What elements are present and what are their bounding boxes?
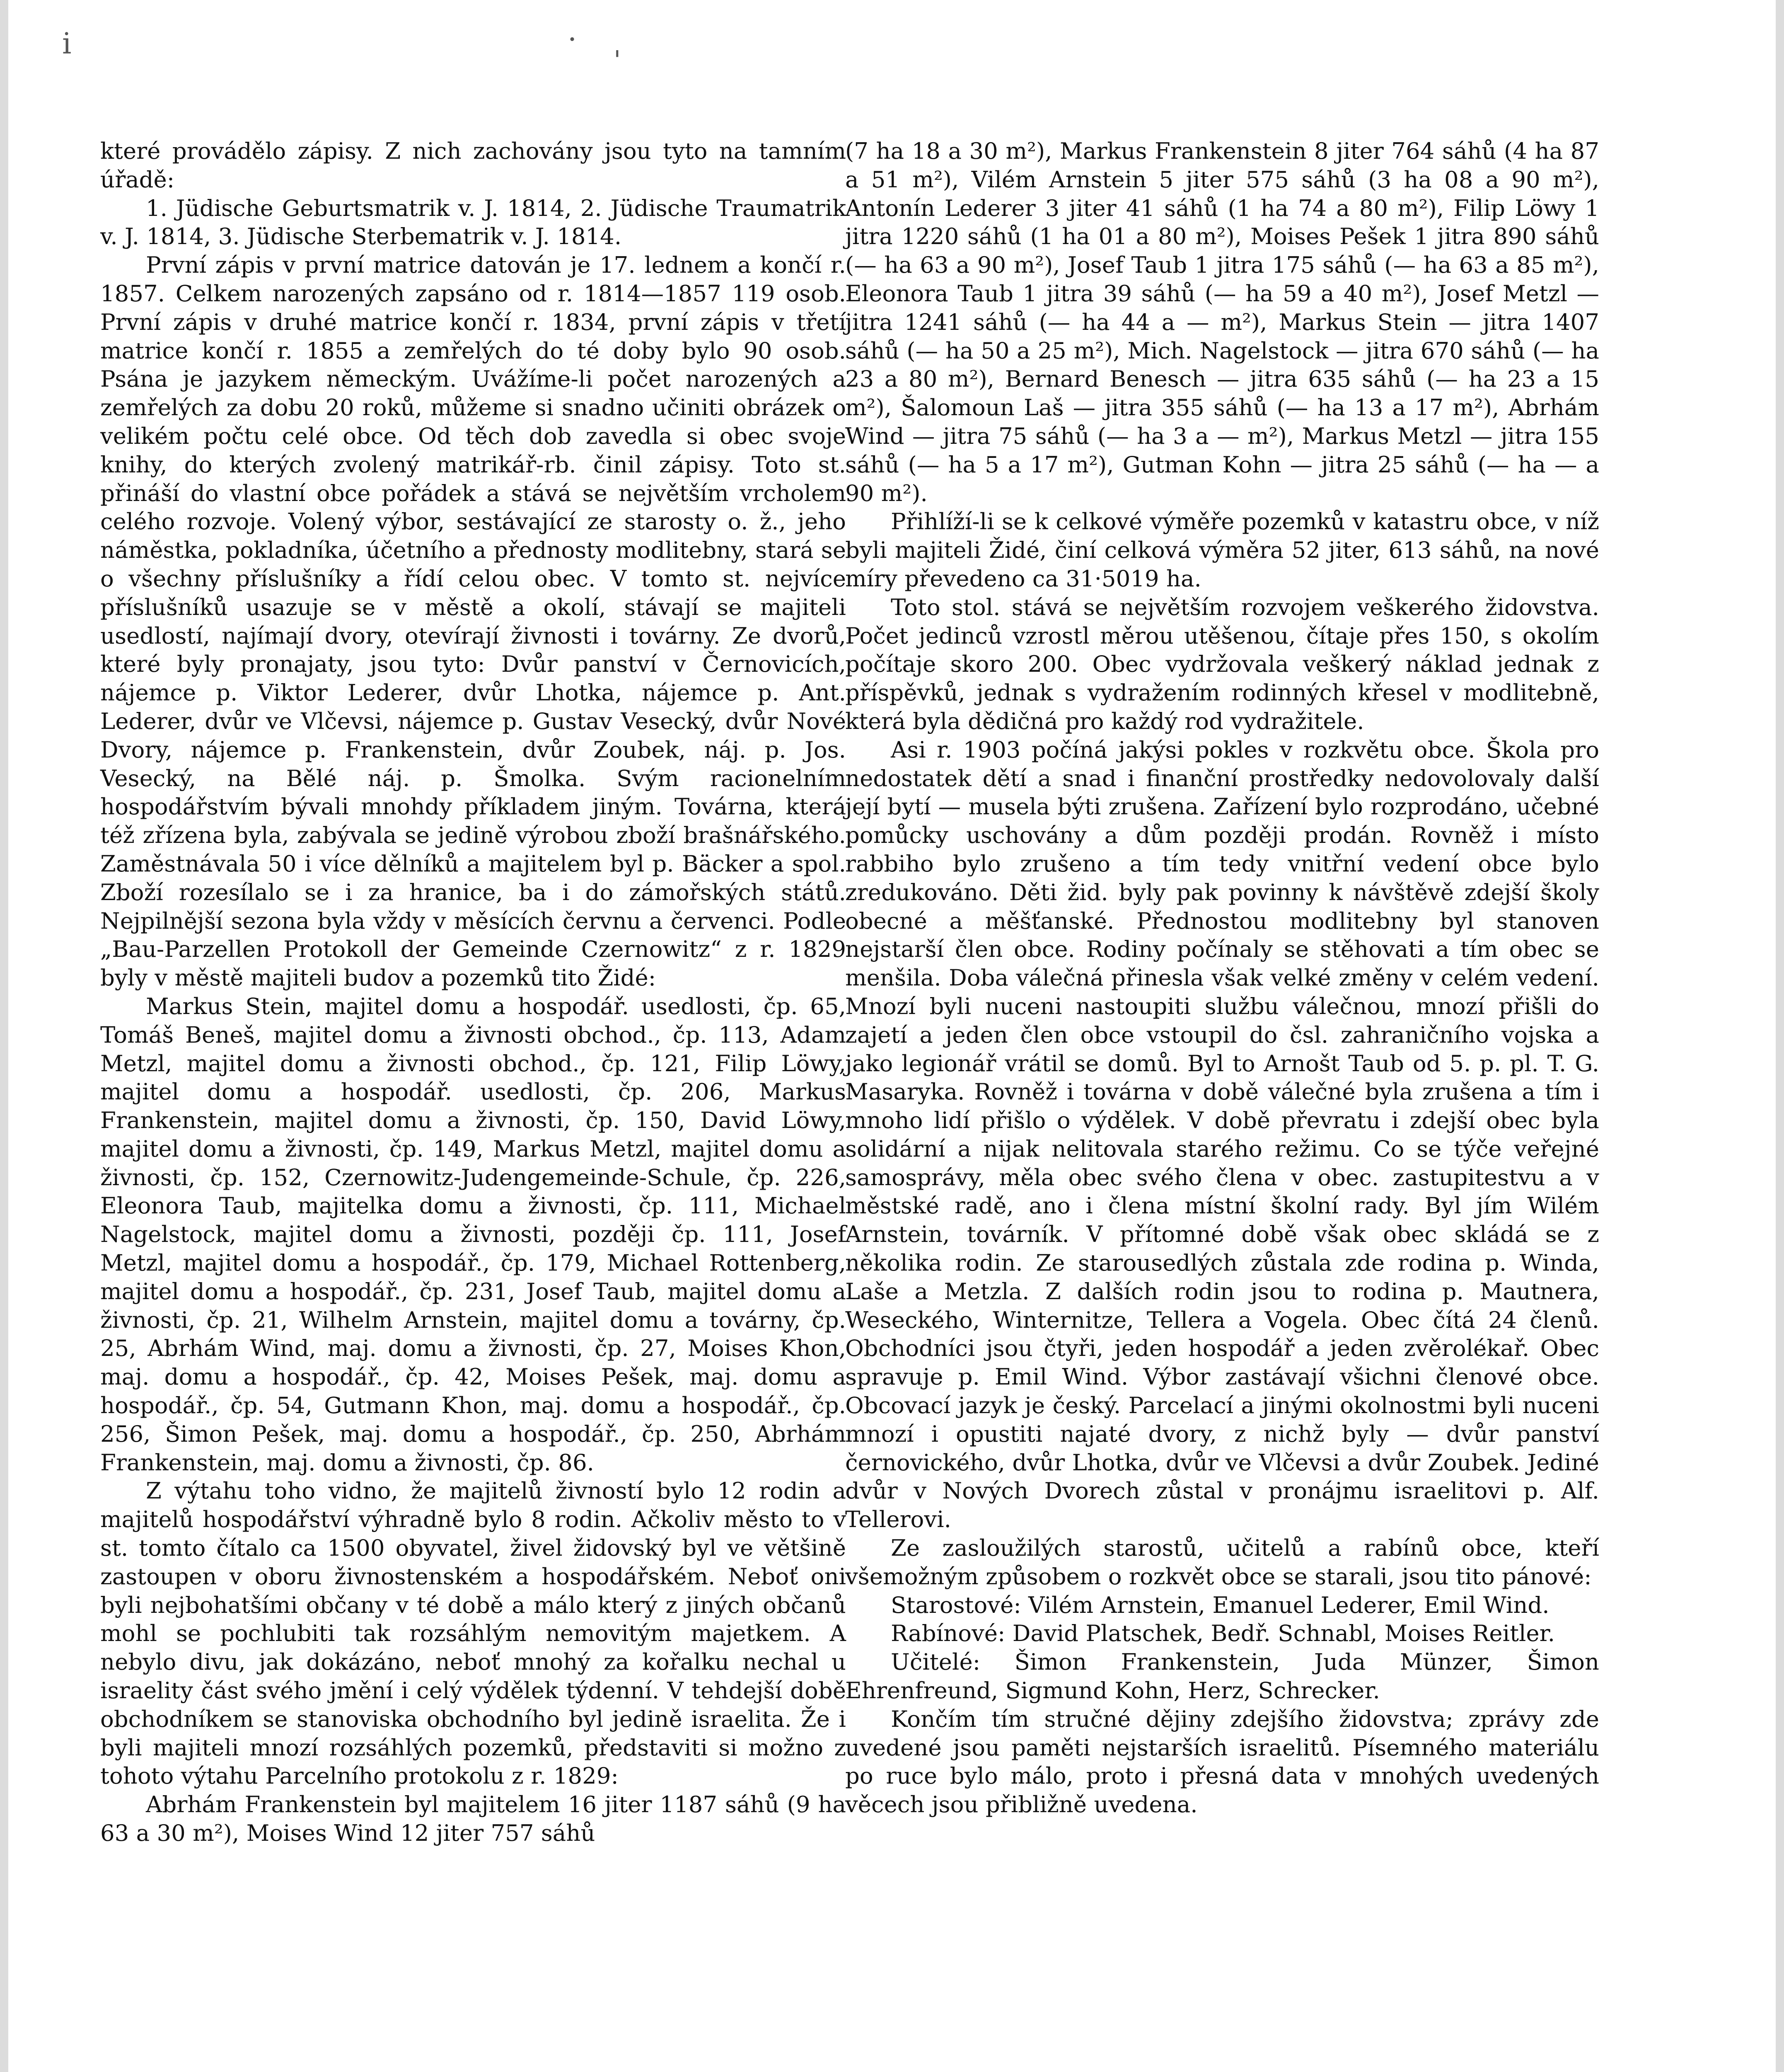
paragraph: Učitelé: Šimon Frankenstein, Juda Münzer, Šimon Ehrenfreund, Sigmund Kohn, Herz, Schrecker. (845, 1648, 1599, 1704)
paragraph: Toto stol. stává se největším rozvojem veškerého židovstva. Počet jedinců vzrostl měrou utěšenou, čítaje přes 150, s okolím počítaje skoro 200. Obec vydržovala veškerý náklad jednak z příspěvků, jednak s vydražením rodinných křesel v modlitebně, která byla dědičná pro každý rod vydražitele. (845, 593, 1599, 734)
scan-speck: ˌ (613, 27, 621, 61)
paragraph: Z výtahu toho vidno, že majitelů živností bylo 12 rodin a majitelů hospodářství výhradně bylo 8 rodin. Ačkoliv město to v st. tomto čítalo ca 1500 obyvatel, živel židovský byl ve většině zastoupen v oboru živnostenském a hospodářském. Neboť oni byli nejbohatšími občany v té době a málo který z jiných občanů mohl se pochlubiti tak rozsáhlým nemovitým majetkem. A nebylo divu, jak dokázáno, neboť mnohý za kořalku nechal u israelity část svého jmění i celý výdělek týdenní. V tehdejší době obchodníkem se stanoviska obchodního byl jedině israelita. Že i byli majiteli mnozí rozsáhlých pozemků, představiti si možno z tohoto výtahu Parcelního protokolu z r. 1829: (100, 1477, 846, 1789)
right-column (845, 137, 1599, 1819)
scan-edge-left (0, 0, 8, 2072)
scan-speck: · (568, 22, 577, 56)
scan-speck: ⅰ (62, 27, 72, 61)
paragraph: 1. Jüdische Geburtsmatrik v. J. 1814, 2. Jüdische Traumatrik v. J. 1814, 3. Jüdische Sterbematrik v. J. 1814. (100, 194, 846, 250)
paragraph: Rabínové: David Platschek, Bedř. Schnabl, Moises Reitler. (891, 1620, 1555, 1647)
paragraph: Končím tím stručné dějiny zdejšího židovstva; zprávy zde uvedené jsou paměti nejstarších israelitů. Písemného materiálu po ruce bylo málo, proto i přesná data v mnohých uvedených věcech jsou přibližně uvedena. (845, 1705, 1599, 1818)
paragraph: Ze zasloužilých starostů, učitelů a rabínů obce, kteří všemožným způsobem o rozkvět obce se starali, jsou tito pánové: (845, 1535, 1599, 1590)
left-column (100, 137, 846, 1847)
paragraph: Starostové: Vilém Arnstein, Emanuel Lederer, Emil Wind. (891, 1591, 1550, 1618)
paragraph: Abrhám Frankenstein byl majitelem 16 jiter 1187 sáhů (9 ha 63 a 30 m²), Moises Wind 12 jiter 757 sáhů (100, 1791, 846, 1847)
paragraph: Asi r. 1903 počíná jakýsi pokles v rozkvětu obce. Škola pro nedostatek dětí a snad i finanční prostředky nedovolovaly další její bytí — musela býti zrušena. Zařízení bylo rozprodáno, učebné pomůcky uschovány a dům později prodán. Rovněž i místo rabbiho bylo zrušeno a tím tedy vnitřní vedení obce bylo zredukováno. Děti žid. byly pak povinny k návštěvě zdejší školy obecné a měšťanské. Přednostou modlitebny byl stanoven nejstarší člen obce. Rodiny počínaly se stěhovati a tím obec se menšila. Doba válečná přinesla však velké změny v celém vedení. Mnozí byli nuceni nastoupiti službu válečnou, mnozí přišli do zajetí a jeden člen obce vstoupil do čsl. zahraničního vojska a jako legionář vrátil se domů. Byl to Arnošt Taub od 5. p. pl. T. G. Masaryka. Rovněž i továrna v době válečné byla zrušena a tím i mnoho lidí přišlo o výdělek. V době převratu i zdejší obec byla solidární a nijak nelitovala starého režimu. Co se týče veřejné samosprávy, měla obec svého člena v obec. zastupitestvu a v městské radě, ano i člena místní školní rady. Byl jím Wilém Arnstein, továrník. V přítomné době však obec skládá se z několika rodin. Ze starousedlých zůstala zde rodina p. Winda, Laše a Metzla. Z dalších rodin jsou to rodina p. Mautnera, Weseckého, Winternitze, Tellera a Vogela. Obec čítá 24 členů. Obchodníci jsou čtyři, jeden hospodář a jeden zvěrolékař. Obec spravuje p. Emil Wind. Výbor zastávají všichni členové obce. Obcovací jazyk je český. Parcelací a jinými okolnostmi byli nuceni mnozí i opustiti najaté dvory, z nichž byly — dvůr panství černovického, dvůr Lhotka, dvůr ve Vlčevsi a dvůr Zoubek. Jediné dvůr v Nových Dvorech zůstal v pronájmu israelitovi p. Alf. Tellerovi. (845, 736, 1599, 1533)
paragraph: První zápis v první matrice datován je 17. lednem a končí r. 1857. Celkem narozených zapsáno od r. 1814—1857 119 osob. První zápis v druhé matrice končí r. 1834, první zápis v třetí matrice končí r. 1855 a zemřelých do té doby bylo 90 osob. Psána je jazykem německým. Uvážíme-li počet narozených a zemřelých za dobu 20 roků, můžeme si snadno učiniti obrázek o velikém počtu celé obce. Od těch dob zavedla si obec svoje knihy, do kterých zvolený matrikář-rb. činil zápisy. Toto st. přináší do vlastní obce pořádek a stává se největším vrcholem celého rozvoje. Volený výbor, sestávající ze starosty o. ž., jeho náměstka, pokladníka, účetního a přednosty modlitebny, stará se o všechny příslušníky a řídí celou obec. V tomto st. nejvíce příslušníků usazuje se v městě a okolí, stávají se majiteli usedlostí, najímají dvory, otevírají živnosti i továrny. Ze dvorů, které byly pronajaty, jsou tyto: Dvůr panství v Černovicích, nájemce p. Viktor Lederer, dvůr Lhotka, nájemce p. Ant. Lederer, dvůr ve Vlčevsi, nájemce p. Gustav Vesecký, dvůr Nové Dvory, nájemce p. Frankenstein, dvůr Zoubek, náj. p. Jos. Vesecký, na Bělé náj. p. Šmolka. Svým racionelním hospodářstvím bývali mnohdy příkladem jiným. Továrna, která též zřízena byla, zabývala se jedině výrobou zboží brašnářského. Zaměstnávala 50 i více dělníků a majitelem byl p. Bäcker a spol. Zboží rozesílalo se i za hranice, ba i do zámořských států. Nejpilnější sezona byla vždy v měsících červnu a červenci. Podle „Bau-Parzellen Protokoll der Gemeinde Czernowitz“ z r. 1829 byly v městě majiteli budov a pozemků tito Židé: (100, 252, 846, 991)
paragraph: (7 ha 18 a 30 m²), Markus Frankenstein 8 jiter 764 sáhů (4 ha 87 a 51 m²), Vilém Arnstein 5 jiter 575 sáhů (3 ha 08 a 90 m²), Antonín Lederer 3 jiter 41 sáhů (1 ha 74 a 80 m²), Filip Löwy 1 jitra 1220 sáhů (1 ha 01 a 80 m²), Moises Pešek 1 jitra 890 sáhů (— ha 63 a 90 m²), Josef Taub 1 jitra 175 sáhů (— ha 63 a 85 m²), Eleonora Taub 1 jitra 39 sáhů (— ha 59 a 40 m²), Josef Metzl — jitra 1241 sáhů (— ha 44 a — m²), Markus Stein — jitra 1407 sáhů (— ha 50 a 25 m²), Mich. Nagelstock — jitra 670 sáhů (— ha 23 a 80 m²), Bernard Benesch — jitra 635 sáhů (— ha 23 a 15 m²), Šalomoun Laš — jitra 355 sáhů (— ha 13 a 17 m²), Abrhám Wind — jitra 75 sáhů (— ha 3 a — m²), Markus Metzl — jitra 155 sáhů (— ha 5 a 17 m²), Gutman Kohn — jitra 25 sáhů (— ha — a 90 m²). (845, 138, 1599, 506)
paragraph: které provádělo zápisy. Z nich zachovány jsou tyto na tamním úřadě: (100, 138, 846, 193)
paragraph: Přihlíží-li se k celkové výměře pozemků v katastru obce, v níž byli majiteli Židé, činí celková výměra 52 jiter, 613 sáhů, na nové míry převedeno ca 31·5019 ha. (845, 508, 1599, 592)
paragraph: Markus Stein, majitel domu a hospodář. usedlosti, čp. 65, Tomáš Beneš, majitel domu a živnosti obchod., čp. 113, Adam Metzl, majitel domu a živnosti obchod., čp. 121, Filip Löwy, majitel domu a hospodář. usedlosti, čp. 206, Markus Frankenstein, majitel domu a živnosti, čp. 150, David Löwy, majitel domu a živnosti, čp. 149, Markus Metzl, majitel domu a živnosti, čp. 152, Czernowitz-Judengemeinde-Schule, čp. 226, Eleonora Taub, majitelka domu a živnosti, čp. 111, Michael Nagelstock, majitel domu a živnosti, později čp. 111, Josef Metzl, majitel domu a hospodář., čp. 179, Michael Rottenberg, majitel domu a hospodář., čp. 231, Josef Taub, majitel domu a živnosti, čp. 21, Wilhelm Arnstein, majitel domu a továrny, čp. 25, Abrhám Wind, maj. domu a živnosti, čp. 27, Moises Khon, maj. domu a hospodář., čp. 42, Moises Pešek, maj. domu a hospodář., čp. 54, Gutmann Khon, maj. domu a hospodář., čp. 256, Šimon Pešek, maj. domu a hospodář., čp. 250, Abrhám Frankenstein, maj. domu a živnosti, čp. 86. (100, 992, 846, 1476)
scan-edge-right (1776, 0, 1784, 2072)
